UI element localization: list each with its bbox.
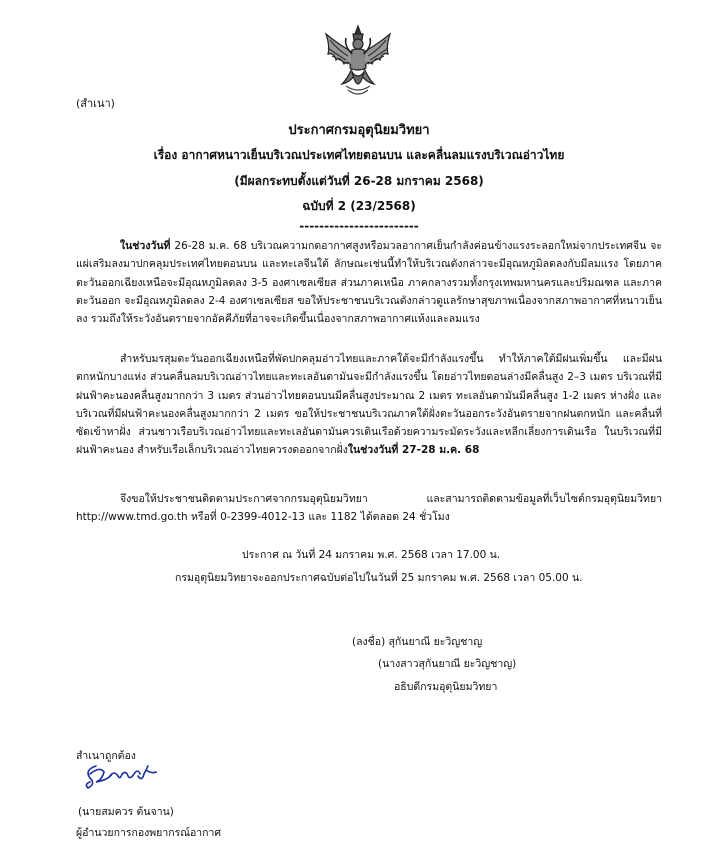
certifier-title: ผู้อำนวยการกองพยากรณ์อากาศ xyxy=(76,827,222,839)
announcement-date: ประกาศ ณ วันที่ 24 มกราคม พ.ศ. 2568 เวลา 17.00 น. xyxy=(242,549,501,561)
signed-line: (ลงชื่อ) สุกันยาณี ยะวิญชาญ xyxy=(352,636,483,648)
separator-line: ------------------------ xyxy=(299,219,419,233)
paragraph-monsoon-waves xyxy=(76,350,662,460)
garuda-emblem-icon xyxy=(322,24,394,98)
issue-number: ฉบับที่ 2 (23/2568) xyxy=(302,199,416,213)
effective-period: (มีผลกระทบตั้งแต่วันที่ 26-28 มกราคม 2568) xyxy=(234,174,484,188)
page-title: ประกาศกรมอุตุนิยมวิทยา xyxy=(288,123,430,138)
paragraph-1-lead: ในช่วงวันที่ xyxy=(120,240,171,252)
signer-full-name: (นางสาวสุกันยาณี ยะวิญชาญ) xyxy=(378,658,517,670)
certified-copy-label: สำเนาถูกต้อง xyxy=(76,750,136,762)
handwritten-signature-icon xyxy=(82,760,162,790)
next-issue-notice: กรมอุตุนิยมวิทยาจะออกประกาศฉบับต่อไปในวันที่ 25 มกราคม พ.ศ. 2568 เวลา 05.00 น. xyxy=(175,572,583,584)
paragraph-cold-weather xyxy=(76,237,662,328)
paragraph-2-period: ในช่วงวันที่ 27-28 ม.ค. 68 xyxy=(347,444,480,457)
paragraph-1-text: 26-28 ม.ค. 68 บริเวณความกดอากาศสูงหรือมวลอากาศเย็นกำลังค่อนข้างแรงระลอกใหม่จากประเทศจีน จะแผ่เสริมลงมาปกคลุมประเทศไทยตอนบน และทะเลจีนใต้ ลักษณะเช่นนี้ทำให้บริเวณดังกล่าวจะมีอุณหภูมิลดลงกับมีลมแรง โดยภาคตะวันออกเฉียงเหนือจะมีอุณหภูมิลดลง 3-5 องศาเซลเซียส ส่วนภาคเหนือ ภาคกลางรวมทั้งกรุงเทพมหานครและปริมณฑล และภาคตะวันออก จะมีอุณหภูมิลดลง 2-4 องศาเซลเซียส ขอให้ประชาชนบริเวณดังกล่าวดูแลรักษาสุขภาพเนื่องจากสภาพอากาศที่หนาวเย็นลง รวมถึงให้ระวังอันตรายจากอัคคีภัยที่อาจจะเกิดขึ้นเนื่องจากสภาพอากาศแห้งและลมแรง xyxy=(76,240,662,326)
certifier-name: (นายสมควร ต้นจาน) xyxy=(78,806,174,818)
paragraph-follow-updates xyxy=(76,490,662,527)
announcement-subject: เรื่อง อากาศหนาวเย็นบริเวณประเทศไทยตอนบน และคลื่นลมแรงบริเวณอ่าวไทย xyxy=(153,148,565,162)
paragraph-3-text: จึงขอให้ประชาชนติดตามประกาศจากกรมอุตุนิยมวิทยา และสามารถติดตามข้อมูลที่เว็บไซต์กรมอุตุนิยมวิทยา http://www.tmd.go.th หรือที่ 0-2399-4012-13 และ 1182 ได้ตลอด 24 ชั่วโมง xyxy=(76,493,662,524)
copy-label: (สำเนา) xyxy=(76,97,115,110)
signer-title: อธิบดีกรมอุตุนิยมวิทยา xyxy=(394,681,498,693)
paragraph-2-text: สำหรับมรสุมตะวันออกเฉียงเหนือที่พัดปกคลุมอ่าวไทยและภาคใต้จะมีกำลังแรงขึ้น ทำให้ภาคใต้มีฝนเพิ่มขึ้น และมีฝนตกหนักบางแห่ง ส่วนคลื่นลมบริเวณอ่าวไทยและทะเลอันดามันจะมีกำลังแรงขึ้น โดยอ่าวไทยตอนล่างมีคลื่นสูง 2–3 เมตร บริเวณที่มีฝนฟ้าคะนองคลื่นสูงมากกว่า 3 เมตร ส่วนอ่าวไทยตอนบนมีคลื่นสูงประมาณ 2 เมตร ทะเลอันดามันมีคลื่นสูง 1-2 เมตร ห่างฝั่ง และบริเวณที่มีฝนฟ้าคะนองคลื่นสูงมากกว่า 2 เมตร ขอให้ประชาชนบริเวณภาคใต้ฝั่งตะวันออกระวังอันตรายจากฝนตกหนัก และคลื่นที่ซัดเข้าหาฝั่ง ส่วนชาวเรือบริเวณอ่าวไทยและทะเลอันดามันควรเดินเรือด้วยความระมัดระวังและหลีกเลี่ยงการเดินเรือ ในบริเวณที่มีฝนฟ้าคะนอง สำหรับเรือเล็กบริเวณอ่าวไทยควรงดออกจากฝั่ง xyxy=(76,353,662,457)
